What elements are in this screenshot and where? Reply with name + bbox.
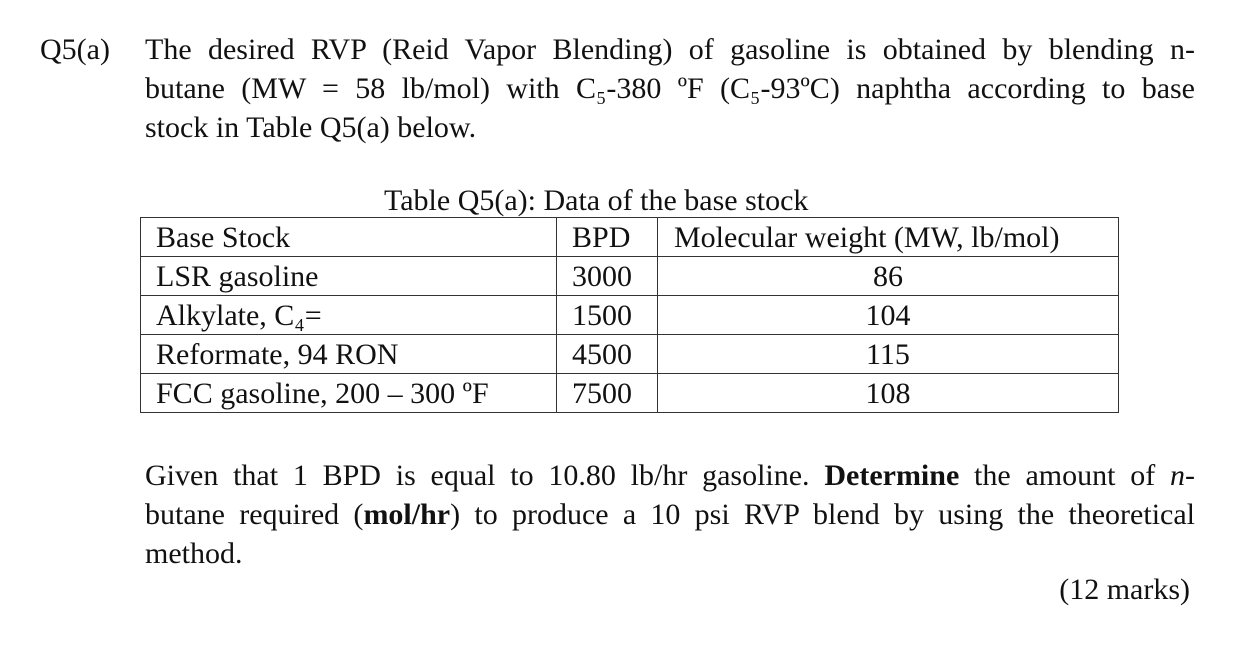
table-row	[141, 296, 1119, 335]
cell-mw: 104	[658, 296, 1119, 335]
instruction-unit-mol-hr: mol/hr	[363, 498, 451, 531]
cell-mw: 108	[658, 374, 1119, 413]
cell-stock: Reformate, 94 RON	[141, 335, 557, 374]
cell-stock: FCC gasoline, 200 – 300 ºF	[141, 374, 557, 413]
cell-stock: Alkylate, C₄=	[141, 296, 557, 335]
intro-line-2: butane (MW = 58 lb/mol) with C₅-380 ºF (C₅-93ºC) naphtha according to base	[145, 72, 1195, 105]
instruction-line-3: method.	[145, 537, 243, 570]
cell-bpd: 1500	[557, 296, 658, 335]
question-instruction	[145, 456, 1195, 573]
instruction-italic-n: n	[1170, 459, 1185, 492]
table-row	[141, 374, 1119, 413]
header-molecular-weight: Molecular weight (MW, lb/mol)	[658, 218, 1119, 257]
intro-line-3: stock in Table Q5(a) below.	[145, 111, 477, 144]
instruction-line-2	[145, 495, 1195, 534]
cell-mw: 86	[658, 257, 1119, 296]
cell-bpd: 4500	[557, 335, 658, 374]
intro-line-1: The desired RVP (Reid Vapor Blending) of gasoline is obtained by blending n-	[145, 33, 1195, 66]
table-row	[141, 335, 1119, 374]
instruction-text: butane required (	[145, 498, 364, 531]
instruction-line-1	[145, 456, 1195, 495]
question-intro	[145, 30, 1195, 147]
instruction-keyword-determine: Determine	[824, 459, 960, 492]
instruction-text: ) to produce a 10 psi RVP blend by using the theoretical	[450, 498, 1195, 531]
table-row	[141, 257, 1119, 296]
instruction-text: -	[1185, 459, 1195, 492]
cell-stock: LSR gasoline	[141, 257, 557, 296]
table-caption: Table Q5(a): Data of the base stock	[384, 184, 809, 217]
header-bpd: BPD	[557, 218, 658, 257]
instruction-text: the amount of	[959, 459, 1170, 492]
question-number: Q5(a)	[40, 33, 110, 66]
marks-label: (12 marks)	[1059, 573, 1190, 606]
cell-bpd: 3000	[557, 257, 658, 296]
cell-mw: 115	[658, 335, 1119, 374]
cell-bpd: 7500	[557, 374, 658, 413]
base-stock-table	[140, 217, 1119, 413]
header-base-stock: Base Stock	[141, 218, 557, 257]
instruction-text: Given that 1 BPD is equal to 10.80 lb/hr gasoline.	[145, 459, 825, 492]
table-header-row	[141, 218, 1119, 257]
